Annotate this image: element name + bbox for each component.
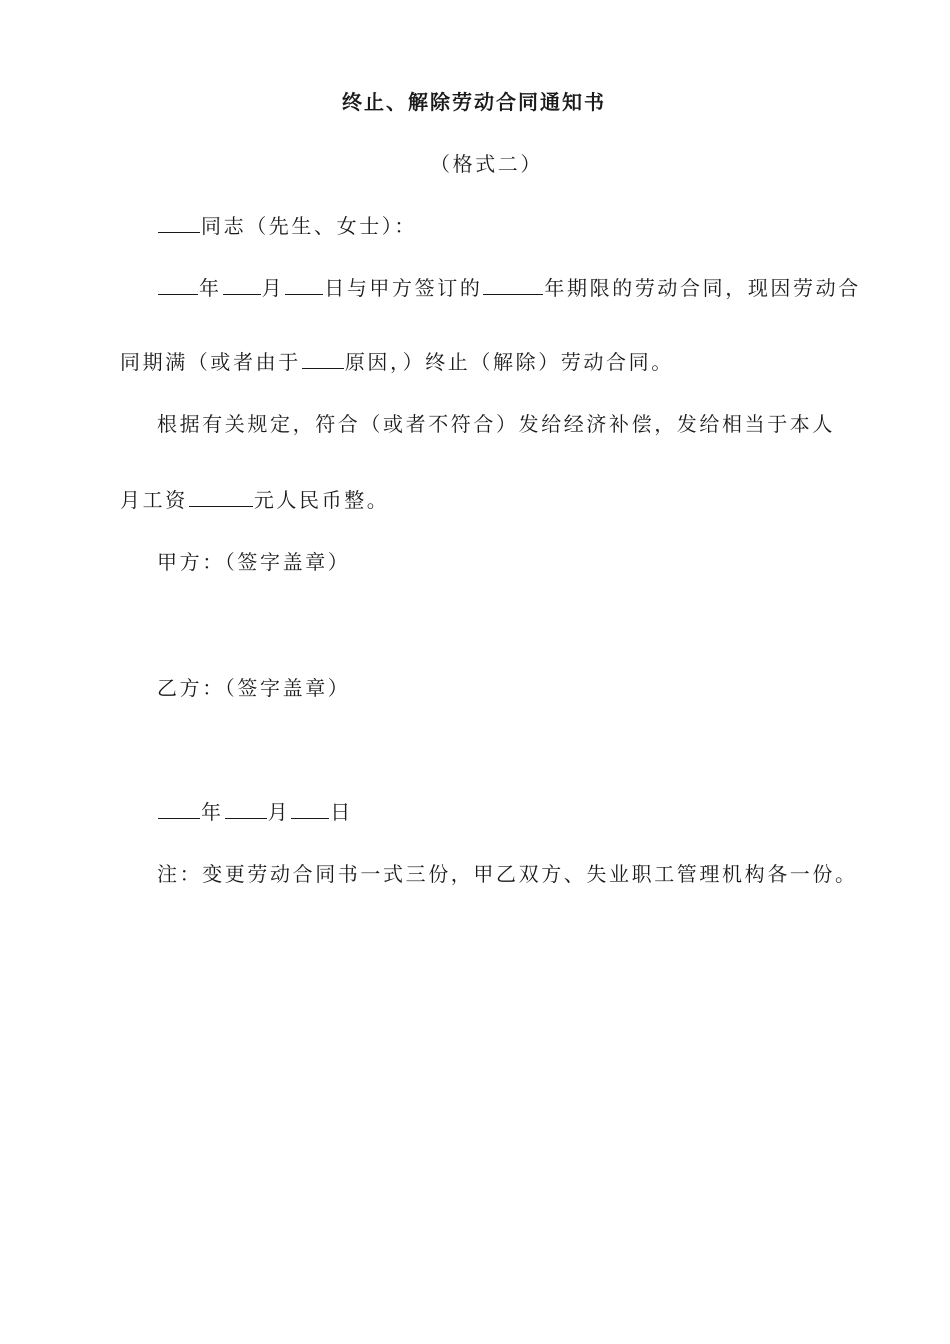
signing-text: 日与甲方签订的: [324, 276, 483, 300]
day-blank: [285, 276, 323, 295]
date-year-label: 年: [201, 800, 224, 824]
paragraph-1-line-2: [120, 348, 674, 376]
termination-text: 原因，）终止（解除）劳动合同。: [344, 350, 674, 374]
party-a-signature: 甲方：（签字盖章）: [157, 550, 351, 574]
document-title: 终止、解除劳动合同通知书: [342, 90, 606, 114]
year-blank: [158, 276, 198, 295]
date-day-blank: [291, 800, 329, 819]
salutation-text: 同志（先生、女士）：: [201, 214, 417, 238]
expiry-text: 同期满（或者由于: [120, 350, 301, 374]
month-blank: [223, 276, 261, 295]
note-text: 注：变更劳动合同书一式三份，甲乙双方、失业职工管理机构各一份。: [157, 862, 858, 886]
paragraph-2-line-2: [120, 486, 389, 514]
term-blank: [483, 276, 543, 295]
amount-blank: [189, 488, 253, 507]
term-text: 年期限的劳动合同，现因劳动合: [544, 276, 861, 300]
currency-text: 元人民币整。: [253, 488, 390, 512]
paragraph-1-line-1: [157, 274, 861, 302]
salutation-line: [157, 212, 417, 240]
party-b-signature: 乙方：（签字盖章）: [157, 676, 351, 700]
paragraph-2-line-1: 根据有关规定，符合（或者不符合）发给经济补偿，发给相当于本人: [157, 412, 835, 436]
document-subtitle: （格式二）: [430, 152, 543, 176]
year-label: 年: [199, 276, 222, 300]
date-month-label: 月: [267, 800, 291, 824]
date-month-blank: [225, 800, 267, 819]
name-blank: [158, 214, 200, 233]
date-day-label: 日: [330, 800, 353, 824]
wage-text: 月工资: [120, 488, 188, 512]
reason-blank: [302, 350, 344, 369]
date-year-blank: [158, 800, 200, 819]
month-label: 月: [261, 276, 285, 300]
date-line: [157, 798, 353, 826]
